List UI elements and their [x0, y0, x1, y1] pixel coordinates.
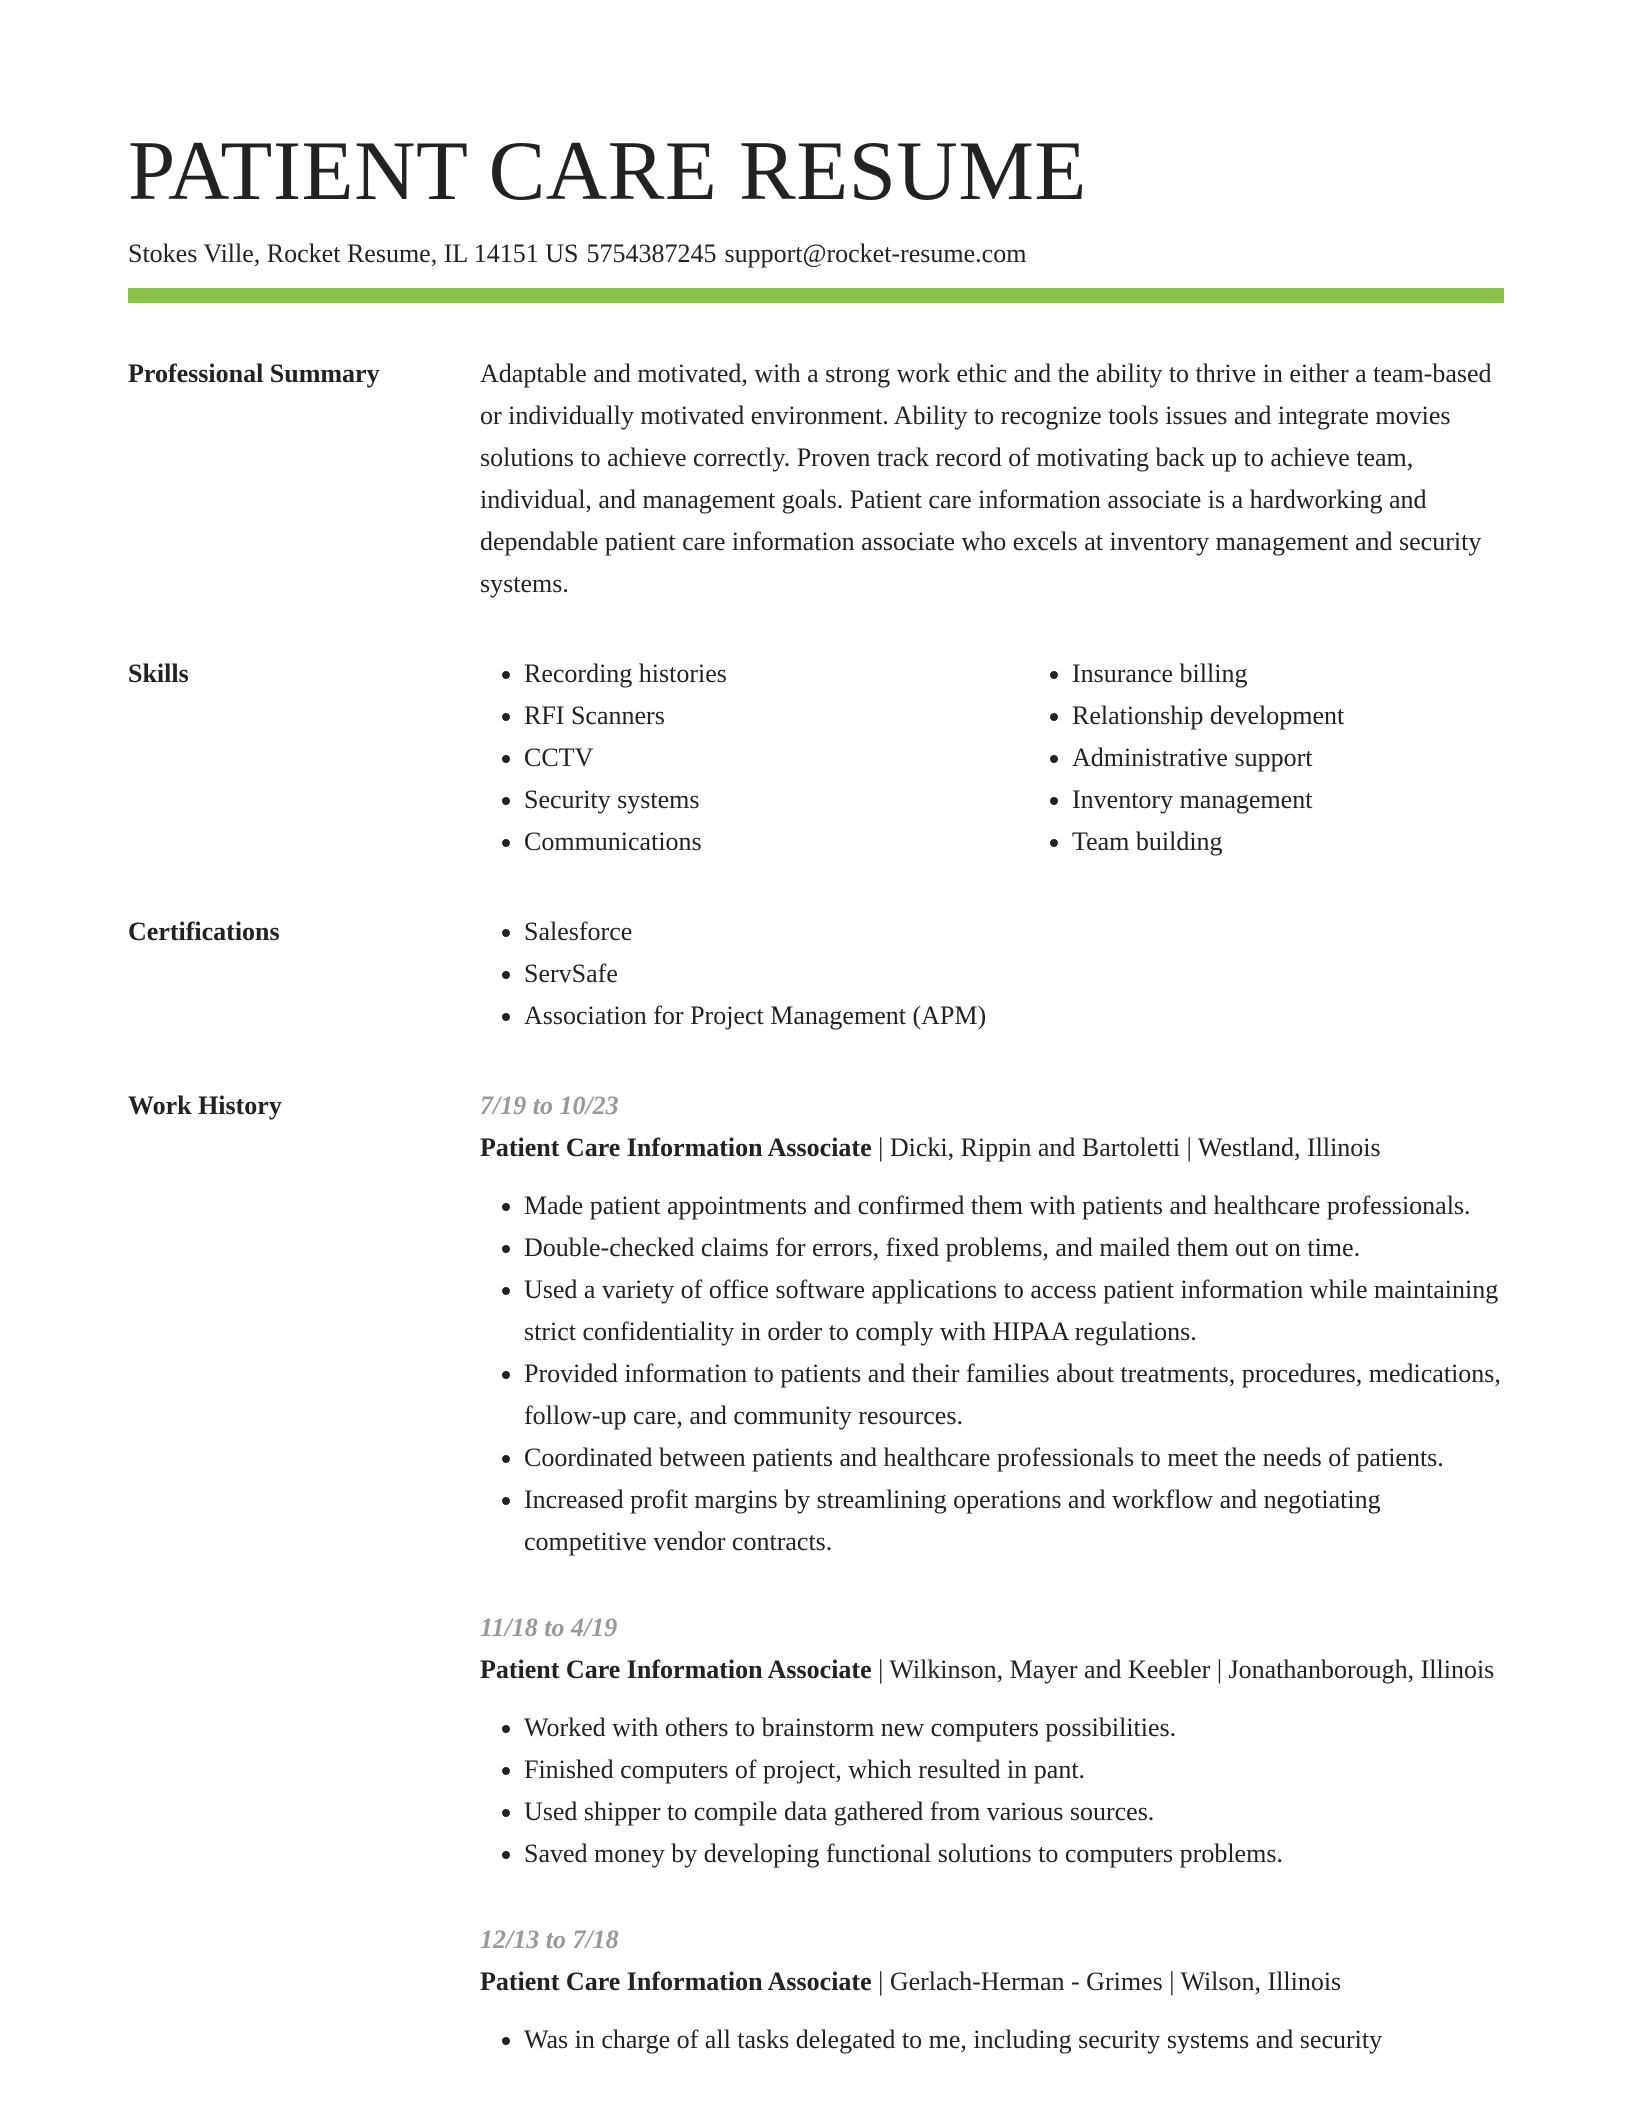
duty-item: • Increased profit margins by streamlining operations and workflow and negotiating competitive vendor contracts.	[524, 1479, 1504, 1563]
job-duties	[480, 2019, 1504, 2061]
section-label-work-history: Work History	[128, 1091, 282, 1120]
skill-item: • Team building	[1072, 821, 1576, 863]
resume-page	[128, 116, 1504, 2061]
skills-section	[128, 653, 1504, 863]
duty-item: • Used a variety of office software applications to access patient information while maintaining strict confidentiality in order to comply with HIPAA regulations.	[524, 1269, 1504, 1353]
resume-title: PATIENT CARE RESUME	[128, 124, 1087, 218]
job-dates: 7/19 to 10/23	[480, 1091, 619, 1120]
contact-email: support@rocket-resume.com	[724, 239, 1027, 268]
skill-item: • CCTV	[524, 737, 1028, 779]
duty-item: • Was in charge of all tasks delegated to me, including security systems and security	[524, 2019, 1504, 2061]
professional-summary-section	[128, 353, 1504, 605]
section-label-summary: Professional Summary	[128, 359, 380, 388]
job-entry	[480, 1919, 1504, 2061]
job-title: Patient Care Information Associate	[480, 1655, 872, 1684]
job-company-location: | Gerlach-Herman - Grimes | Wilson, Illinois	[871, 1967, 1342, 1996]
job-company-location: | Wilkinson, Mayer and Keebler | Jonathanborough, Illinois	[871, 1655, 1495, 1684]
duty-item: • Made patient appointments and confirmed them with patients and healthcare professionals.	[524, 1185, 1504, 1227]
duty-item: • Worked with others to brainstorm new computers possibilities.	[524, 1707, 1504, 1749]
job-heading	[480, 1649, 1504, 1691]
work-history-section	[128, 1085, 1504, 2061]
summary-text: Adaptable and motivated, with a strong work ethic and the ability to thrive in either a team-based or individually motivated environment. Ability to recognize tools issues and integrate movies solutions to achieve correctly. Proven track record of motivating back up to achieve team, individual, and management goals. Patient care information associate is a hardworking and dependable patient care information associate who excels at inventory management and security systems.	[480, 359, 1492, 598]
section-label-skills: Skills	[128, 659, 189, 688]
skill-item: • Recording histories	[524, 653, 1028, 695]
duty-item: • Finished computers of project, which resulted in pant.	[524, 1749, 1504, 1791]
job-heading	[480, 1127, 1504, 1169]
duty-item: • Coordinated between patients and healthcare professionals to meet the needs of patients.	[524, 1437, 1504, 1479]
job-heading	[480, 1961, 1504, 2003]
contact-address: Stokes Ville, Rocket Resume, IL 14151 US	[128, 239, 579, 268]
skill-item: • Relationship development	[1072, 695, 1576, 737]
job-company-location: | Dicki, Rippin and Bartoletti | Westland, Illinois	[871, 1133, 1381, 1162]
skill-item: • Communications	[524, 821, 1028, 863]
certifications-section	[128, 911, 1504, 1037]
certification-item: • ServSafe	[524, 953, 1504, 995]
job-dates: 11/18 to 4/19	[480, 1613, 618, 1642]
job-duties	[480, 1707, 1504, 1875]
duty-item: • Provided information to patients and their families about treatments, procedures, medications, follow-up care, and community resources.	[524, 1353, 1504, 1437]
contact-line	[128, 236, 1504, 272]
header-divider	[128, 288, 1504, 303]
certification-item: • Association for Project Management (APM)	[524, 995, 1504, 1037]
skill-item: • Inventory management	[1072, 779, 1576, 821]
skill-item: • Administrative support	[1072, 737, 1576, 779]
job-title: Patient Care Information Associate	[480, 1133, 872, 1162]
job-title: Patient Care Information Associate	[480, 1967, 872, 1996]
certification-item: • Salesforce	[524, 911, 1504, 953]
duty-item: • Saved money by developing functional solutions to computers problems.	[524, 1833, 1504, 1875]
skill-item: • Security systems	[524, 779, 1028, 821]
skill-item: • Insurance billing	[1072, 653, 1576, 695]
job-entry	[480, 1085, 1504, 1563]
job-dates: 12/13 to 7/18	[480, 1925, 619, 1954]
job-entry	[480, 1607, 1504, 1875]
job-duties	[480, 1185, 1504, 1563]
duty-item: • Used shipper to compile data gathered from various sources.	[524, 1791, 1504, 1833]
skills-column-2	[1028, 653, 1576, 863]
section-label-certifications: Certifications	[128, 917, 280, 946]
duty-item: • Double-checked claims for errors, fixed problems, and mailed them out on time.	[524, 1227, 1504, 1269]
certifications-list	[480, 911, 1504, 1037]
skill-item: • RFI Scanners	[524, 695, 1028, 737]
skills-column-1	[480, 653, 1028, 863]
contact-phone: 5754387245	[586, 239, 717, 268]
